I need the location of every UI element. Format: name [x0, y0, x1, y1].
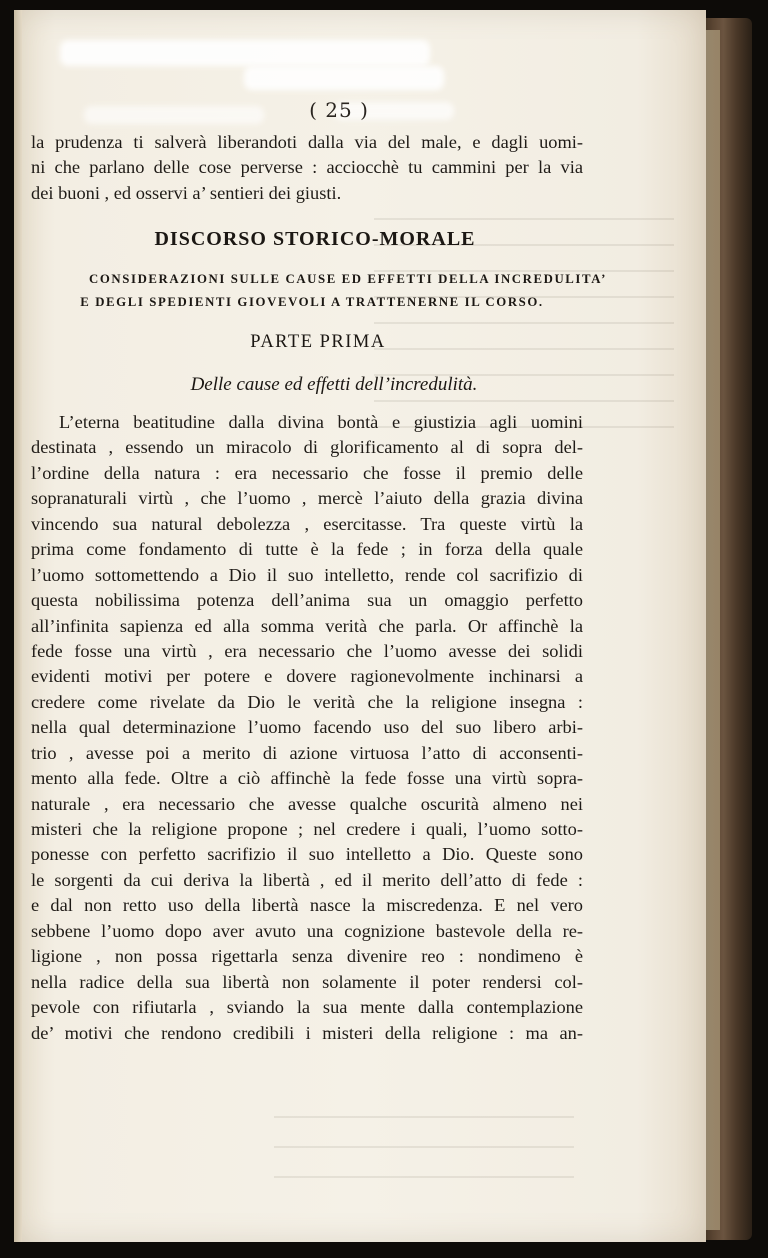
intro-paragraph: [31, 130, 583, 206]
text-line: mento alla fede. Oltre a ciò affinchè la fede fosse una virtù sopra-: [31, 768, 583, 789]
show-through-lines: [274, 1102, 574, 1192]
book-page: [14, 10, 706, 1242]
text-line: questa nobilissima potenza dell’anima sua un omaggio perfetto: [31, 590, 583, 611]
text-line: l’ordine della natura : era necessario che fosse il premio delle: [31, 462, 583, 483]
text-line: de’ motivi che rendono credibili i misteri della religione : ma an-: [31, 1022, 583, 1043]
text-line: dei buoni , ed osservi a’ sentieri dei giusti.: [31, 182, 342, 203]
part-heading: PARTE PRIMA: [250, 332, 386, 352]
paper-smudge: [244, 66, 444, 90]
paper-smudge: [60, 40, 430, 66]
discourse-subtitle: CONSIDERAZIONI SULLE CAUSE ED EFFETTI DELLA INCREDULITA’: [89, 272, 607, 286]
text-line: credere come rivelate da Dio le verità che la religione insegna :: [31, 691, 583, 712]
text-line: nella radice della sua libertà non solamente il poter rendersi col-: [31, 971, 583, 992]
discourse-title: DISCORSO STORICO-MORALE: [154, 228, 476, 250]
page-gutter: [14, 10, 22, 1242]
text-line: fede fosse una virtù , era necessario che l’uomo avesse dei solidi: [31, 640, 583, 661]
text-line: ponesse con perfetto sacrifizio il suo intelletto a Dio. Queste sono: [31, 844, 583, 865]
text-line: misteri che la religione propone ; nel credere i quali, l’uomo sotto-: [31, 819, 583, 839]
body-paragraph: [31, 410, 583, 1046]
discourse-subtitle: E DEGLI SPEDIENTI GIOVEVOLI A TRATTENERNE IL CORSO.: [80, 295, 544, 309]
text-line: le sorgenti da cui deriva la libertà , ed il merito dell’atto di fede :: [31, 869, 583, 890]
text-line: evidenti motivi per potere e dovere ragionevolmente inchinarsi a: [31, 666, 583, 687]
page-number: ( 25 ): [309, 98, 369, 122]
text-line: prima come fondamento di tutte è la fede ; in forza della quale: [31, 539, 583, 560]
text-line: sopranaturali virtù , che l’uomo , mercè l’aiuto della grazia divina: [31, 488, 583, 509]
page-edge-stack: [704, 30, 720, 1230]
text-line: la prudenza ti salverà liberandoti dalla via del male, e dagli uomi-: [31, 132, 583, 152]
text-line: ligione , non possa rigettarla senza divenire reo : nondimeno è: [31, 946, 583, 967]
text-line: e dal non retto uso della libertà nasce la miscredenza. E nel vero: [31, 895, 583, 916]
text-line: L’eterna beatitudine dalla divina bontà e giustizia agli uomini: [59, 412, 583, 432]
text-line: l’uomo sottomettendo a Dio il suo intelletto, rende col sacrifizio di: [31, 564, 583, 585]
text-line: naturale , era necessario che avesse qualche oscurità almeno nei: [31, 793, 583, 814]
section-heading: Delle cause ed effetti dell’incredulità.: [190, 374, 478, 395]
text-line: ni che parlano delle cose perverse : acciocchè tu cammini per la via: [31, 157, 583, 178]
text-line: sebbene l’uomo dopo aver avuto una cognizione bastevole della re-: [31, 920, 583, 941]
text-line: vincendo sua natural debolezza , esercitasse. Tra queste virtù la: [31, 513, 583, 534]
text-line: nella qual determinazione l’uomo facendo uso del suo libero arbi-: [31, 717, 583, 738]
text-line: destinata , essendo un miracolo di glorificamento al di sopra del-: [31, 437, 583, 458]
text-line: pevole con rifiutarla , sviando la sua mente dalla contemplazione: [31, 997, 583, 1018]
text-line: all’infinita sapienza ed alla somma verità che parla. Or affinchè la: [31, 615, 583, 636]
text-line: trio , avesse poi a merito di azione virtuosa l’atto di acconsenti-: [31, 742, 583, 763]
